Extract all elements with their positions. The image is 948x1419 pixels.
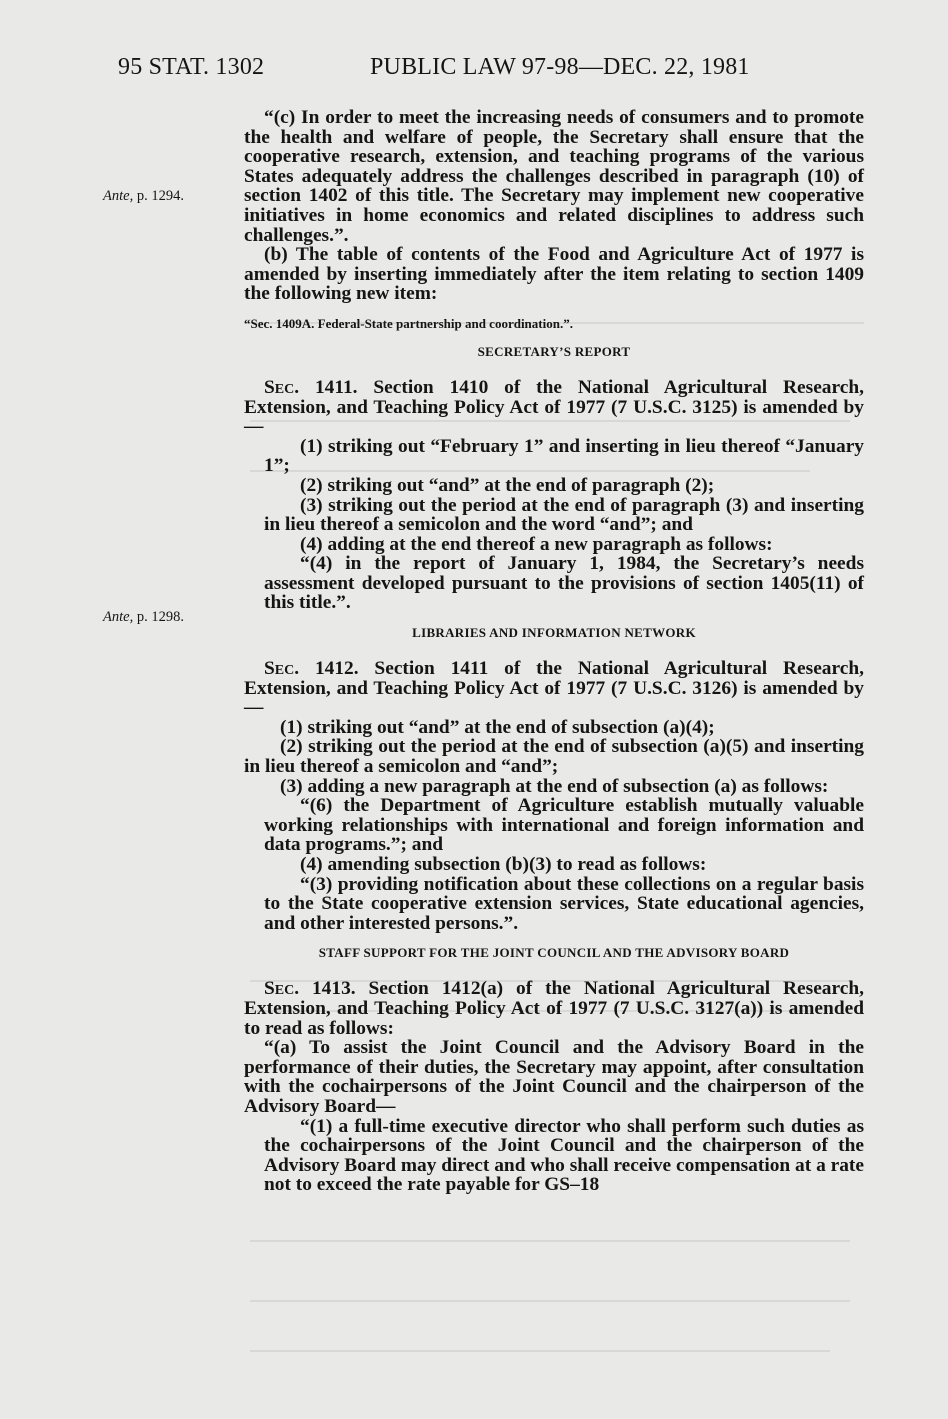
main-text-column xyxy=(244,108,864,1195)
sec1412-clause-3-quote: “(6) the Department of Agriculture establish mutually valuable working relationships with international and foreign information and data programs.”; and xyxy=(264,795,864,856)
sec1411-clause-1: (1) striking out “February 1” and inserting in lieu thereof “January 1”; xyxy=(264,435,864,477)
running-header: PUBLIC LAW 97-98—DEC. 22, 1981 xyxy=(370,54,750,80)
paragraph-c: “(c) In order to meet the increasing needs of consumers and to promote the health and welfare of people, the Secretary shall ensure that the cooperative research, extension, and teaching programs of the various States adequately address the challenges described in paragraph (10) of section 1402 of this title. The Secretary may implement new cooperative initiatives in home economics and related disciplines to address such challenges.”. xyxy=(244,107,864,246)
sec1412-clause-2: (2) striking out the period at the end of subsection (a)(5) and inserting in lieu thereof a semicolon and “and”; xyxy=(244,736,864,778)
statute-page-number: 95 STAT. 1302 xyxy=(118,54,265,80)
section-heading-secretarys-report: SECRETARY’S REPORT xyxy=(477,343,631,359)
sec1412-clause-3: (3) adding a new paragraph at the end of subsection (a) as follows: xyxy=(280,775,829,797)
section-1413: Sec. 1413. Section 1412(a) of the National Agricultural Research, Extension, and Teaching Policy Act of 1977 (7 U.S.C. 3127(a)) is amended to read as follows: xyxy=(244,978,864,1039)
margin-note-ante-1294: Ante, p. 1294. xyxy=(103,188,184,204)
section-1411: Sec. 1411. Section 1410 of the National Agricultural Research, Extension, and Teaching Policy Act of 1977 (7 U.S.C. 3125) is amended by— xyxy=(244,376,864,438)
toc-item: “Sec. 1409A. Federal-State partnership and coordination.”. xyxy=(244,315,573,331)
sec1412-clause-4: (4) amending subsection (b)(3) to read as follows: xyxy=(300,854,707,875)
sec1411-clause-4: (4) adding at the end thereof a new paragraph as follows: xyxy=(300,533,773,555)
section-heading-staff-support: STAFF SUPPORT FOR THE JOINT COUNCIL AND THE ADVISORY BOARD xyxy=(318,945,790,961)
sec1413-clause-1: “(1) a full-time executive director who shall perform such duties as the cochairpersons of the Joint Council and the chairperson of the Advisory Board may direct and who shall receive compensation at a rate not to exceed the rate payable for GS–18 xyxy=(264,1115,864,1196)
sec1411-clause-4-quote: “(4) in the report of January 1, 1984, the Secretary’s needs assessment developed pursuant to the provisions of section 1405(11) of this title.”. xyxy=(264,553,864,614)
section-heading-libraries: LIBRARIES AND INFORMATION NETWORK xyxy=(412,625,696,641)
sec1411-clause-2: (2) striking out “and” at the end of paragraph (2); xyxy=(300,474,715,496)
paragraph-b: (b) The table of contents of the Food and Agriculture Act of 1977 is amended by inserting immediately after the item relating to section 1409 the following new item: xyxy=(244,244,864,305)
sec1411-clause-3: (3) striking out the period at the end of paragraph (3) and inserting in lieu thereof a semicolon and the word “and”; and xyxy=(264,494,864,536)
sec1412-clause-4-quote: “(3) providing notification about these collections on a regular basis to the State cooperative extension services, State educational agencies, and other interested persons.”. xyxy=(264,873,864,934)
section-1412: Sec. 1412. Section 1411 of the National Agricultural Research, Extension, and Teaching Policy Act of 1977 (7 U.S.C. 3126) is amended by— xyxy=(244,658,864,719)
sec1412-clause-1: (1) striking out “and” at the end of subsection (a)(4); xyxy=(280,716,715,738)
sec1413-subsection-a: “(a) To assist the Joint Council and the Advisory Board in the performance of their duties, the Secretary may appoint, after consultation with the cochairpersons of the Joint Council and the chairperson of the Advisory Board— xyxy=(244,1037,864,1117)
margin-note-ante-1298: Ante, p. 1298. xyxy=(103,609,184,625)
